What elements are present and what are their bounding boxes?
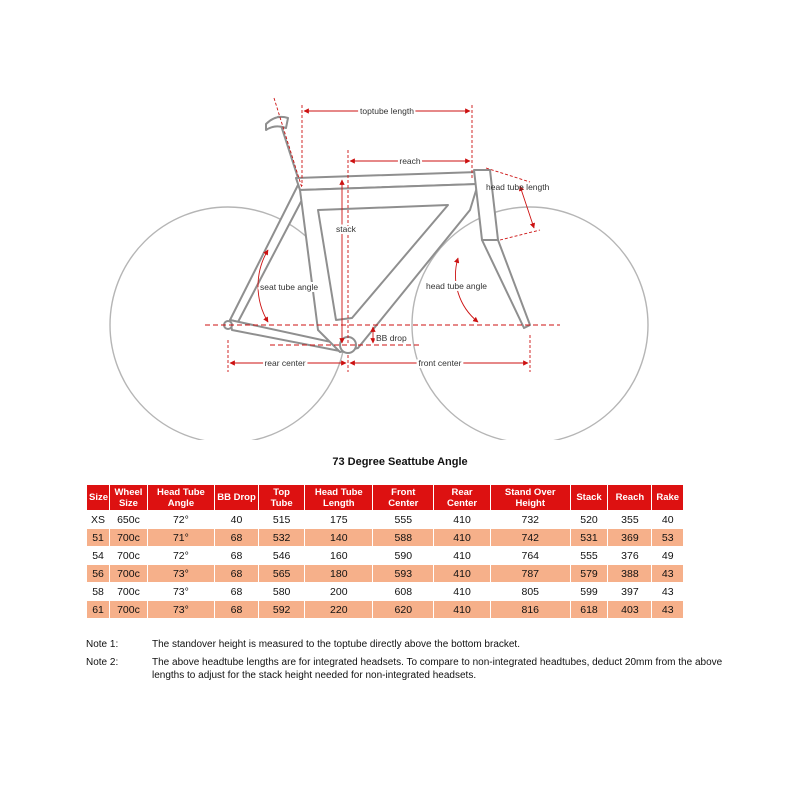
head-tube: [474, 170, 498, 240]
table-cell: 590: [373, 547, 434, 565]
fork: [482, 240, 530, 328]
table-cell: 73°: [147, 583, 214, 601]
rear-center-label: rear center: [264, 358, 306, 368]
table-cell: 588: [373, 529, 434, 547]
note-1: [86, 638, 726, 651]
table-cell: 53: [652, 529, 684, 547]
table-cell: 73°: [147, 565, 214, 583]
note-2-text: The above headtube lengths are for integrated headsets. To compare to non-integrated headtubes, deduct 20mm from the above lengths to adjust for the stack height needed for non-integrated headsets.: [152, 657, 723, 681]
column-header: Head Tube Angle: [147, 485, 214, 511]
table-cell: 68: [214, 583, 258, 601]
column-header: Size: [87, 485, 110, 511]
stack-label: stack: [336, 224, 356, 234]
table-cell: 68: [214, 565, 258, 583]
table-cell: 200: [305, 583, 373, 601]
column-header: Top Tube: [259, 485, 305, 511]
table-cell: 376: [608, 547, 652, 565]
table-cell: 58: [87, 583, 110, 601]
table-row: [87, 529, 684, 547]
table-cell: XS: [87, 511, 110, 529]
table-cell: 49: [652, 547, 684, 565]
note-1-label: Note 1:: [86, 639, 119, 650]
table-cell: 546: [259, 547, 305, 565]
table-cell: 515: [259, 511, 305, 529]
column-header: Wheel Size: [110, 485, 148, 511]
table-cell: 397: [608, 583, 652, 601]
column-header: BB Drop: [214, 485, 258, 511]
table-cell: 40: [214, 511, 258, 529]
table-cell: 68: [214, 601, 258, 619]
table-cell: 599: [570, 583, 608, 601]
table-cell: 410: [434, 601, 491, 619]
table-cell: 72°: [147, 511, 214, 529]
table-cell: 61: [87, 601, 110, 619]
table-row: [87, 565, 684, 583]
table-cell: 700c: [110, 565, 148, 583]
table-cell: 620: [373, 601, 434, 619]
column-header: Stand Over Height: [490, 485, 570, 511]
table-cell: 403: [608, 601, 652, 619]
column-header: Head Tube Length: [305, 485, 373, 511]
table-cell: 555: [373, 511, 434, 529]
table-title: 73 Degree Seattube Angle: [332, 456, 468, 468]
table-cell: 54: [87, 547, 110, 565]
column-header: Front Center: [373, 485, 434, 511]
table-cell: 410: [434, 511, 491, 529]
table-cell: 40: [652, 511, 684, 529]
table-cell: 532: [259, 529, 305, 547]
table-cell: 531: [570, 529, 608, 547]
table-cell: 732: [490, 511, 570, 529]
table-cell: 410: [434, 583, 491, 601]
table-cell: 160: [305, 547, 373, 565]
frame: [224, 116, 530, 353]
table-cell: 410: [434, 565, 491, 583]
table-cell: 73°: [147, 601, 214, 619]
note-2-label: Note 2:: [86, 657, 119, 668]
table-body: [87, 511, 684, 619]
note-1-text: The standover height is measured to the toptube directly above the bottom bracket.: [152, 639, 520, 650]
front-center-label: front center: [418, 358, 462, 368]
table-cell: 742: [490, 529, 570, 547]
table-cell: 68: [214, 529, 258, 547]
table-cell: 355: [608, 511, 652, 529]
table-cell: 72°: [147, 547, 214, 565]
table-cell: 593: [373, 565, 434, 583]
table-cell: 608: [373, 583, 434, 601]
table-row: [87, 601, 684, 619]
column-header: Rear Center: [434, 485, 491, 511]
table-cell: 68: [214, 547, 258, 565]
table-cell: 175: [305, 511, 373, 529]
table-cell: 555: [570, 547, 608, 565]
table-cell: 764: [490, 547, 570, 565]
column-header: Rake: [652, 485, 684, 511]
notes: [86, 638, 726, 687]
table-cell: 700c: [110, 547, 148, 565]
table-cell: 410: [434, 529, 491, 547]
table-cell: 43: [652, 583, 684, 601]
bb-drop-label: BB drop: [376, 333, 407, 343]
head-tube-angle-label: head tube angle: [426, 281, 487, 291]
seat-tube-angle-label: seat tube angle: [260, 282, 319, 292]
table-cell: 700c: [110, 583, 148, 601]
table-row: [87, 583, 684, 601]
table-row: [87, 547, 684, 565]
table-cell: 618: [570, 601, 608, 619]
column-header: Stack: [570, 485, 608, 511]
note-2: [86, 656, 726, 682]
table-cell: 43: [652, 601, 684, 619]
seat-stay: [230, 185, 304, 322]
table-cell: 580: [259, 583, 305, 601]
table-cell: 565: [259, 565, 305, 583]
table-cell: 579: [570, 565, 608, 583]
table-cell: 180: [305, 565, 373, 583]
table-cell: 410: [434, 547, 491, 565]
table-cell: 816: [490, 601, 570, 619]
table-cell: 220: [305, 601, 373, 619]
toptube-length-label: toptube length: [360, 106, 414, 116]
table-cell: 592: [259, 601, 305, 619]
saddle: [266, 117, 288, 130]
table-cell: 787: [490, 565, 570, 583]
column-header: Reach: [608, 485, 652, 511]
table-cell: 56: [87, 565, 110, 583]
table-cell: 51: [87, 529, 110, 547]
table-cell: 650c: [110, 511, 148, 529]
table-cell: 805: [490, 583, 570, 601]
table-row: [87, 511, 684, 529]
table-cell: 43: [652, 565, 684, 583]
table-cell: 369: [608, 529, 652, 547]
table-cell: 700c: [110, 529, 148, 547]
table-cell: 700c: [110, 601, 148, 619]
table-cell: 140: [305, 529, 373, 547]
table-header-row: [87, 485, 684, 511]
reach-label: reach: [399, 156, 421, 166]
table-cell: 388: [608, 565, 652, 583]
head-tube-length-label: head tube length: [486, 182, 550, 192]
table-cell: 520: [570, 511, 608, 529]
table-cell: 71°: [147, 529, 214, 547]
geometry-table: [86, 484, 684, 619]
